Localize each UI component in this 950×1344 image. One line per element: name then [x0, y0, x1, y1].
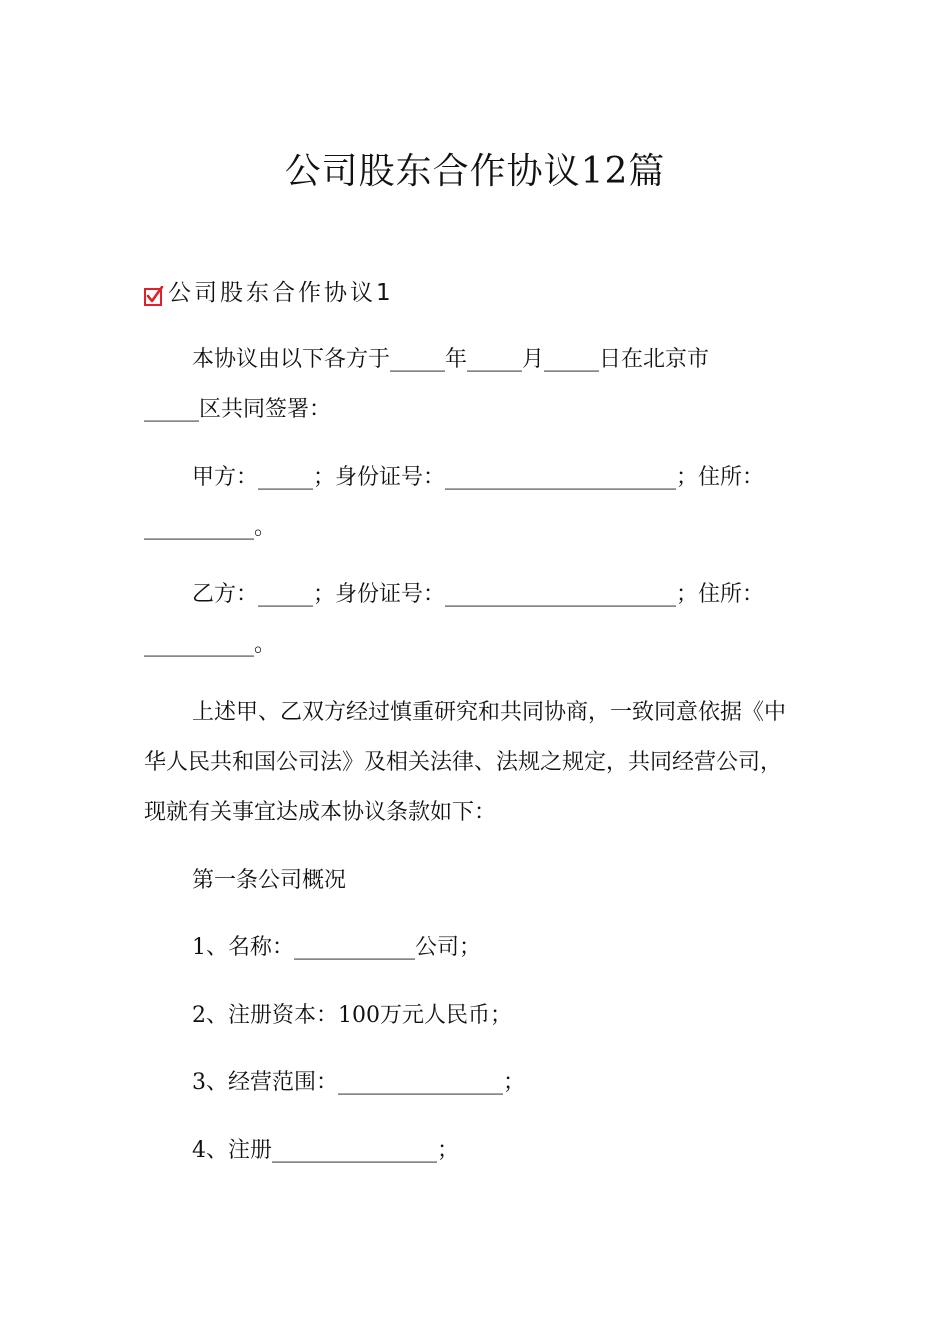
- paragraph-line: 上述甲、乙双方经过慎重研究和共同协商，一致同意依据《中: [192, 700, 787, 725]
- paragraph-line: __________。: [144, 515, 277, 540]
- list-item: 3、经营范围：_______________；: [192, 1070, 525, 1095]
- paragraph-line: __________。: [144, 632, 277, 657]
- paragraph-line: 现就有关事宜达成本协议条款如下：: [144, 800, 497, 825]
- paragraph-line: 本协议由以下各方于_____年_____月_____日在北京市: [192, 347, 710, 372]
- list-item: 1、名称：___________公司；: [192, 935, 481, 960]
- article-heading: 第一条公司概况: [192, 868, 347, 893]
- paragraph-line: 华人民共和国公司法》及相关法律、法规之规定，共同经营公司，: [144, 750, 783, 775]
- section-heading: [144, 272, 394, 308]
- paragraph-line: _____区共同签署：: [144, 397, 332, 422]
- document-title: 公司股东合作协议12篇: [284, 151, 666, 192]
- section-heading-text: 公司股东合作协议1: [168, 279, 394, 306]
- paragraph-line: 甲方：_____；身份证号：_____________________；住所：: [192, 465, 765, 490]
- checkbox-checked-icon: [144, 286, 164, 306]
- list-item: 4、注册_______________；: [192, 1138, 459, 1163]
- paragraph-line: 乙方：_____；身份证号：_____________________；住所：: [192, 582, 765, 607]
- list-item: 2、注册资本：100万元人民币；: [192, 1003, 512, 1028]
